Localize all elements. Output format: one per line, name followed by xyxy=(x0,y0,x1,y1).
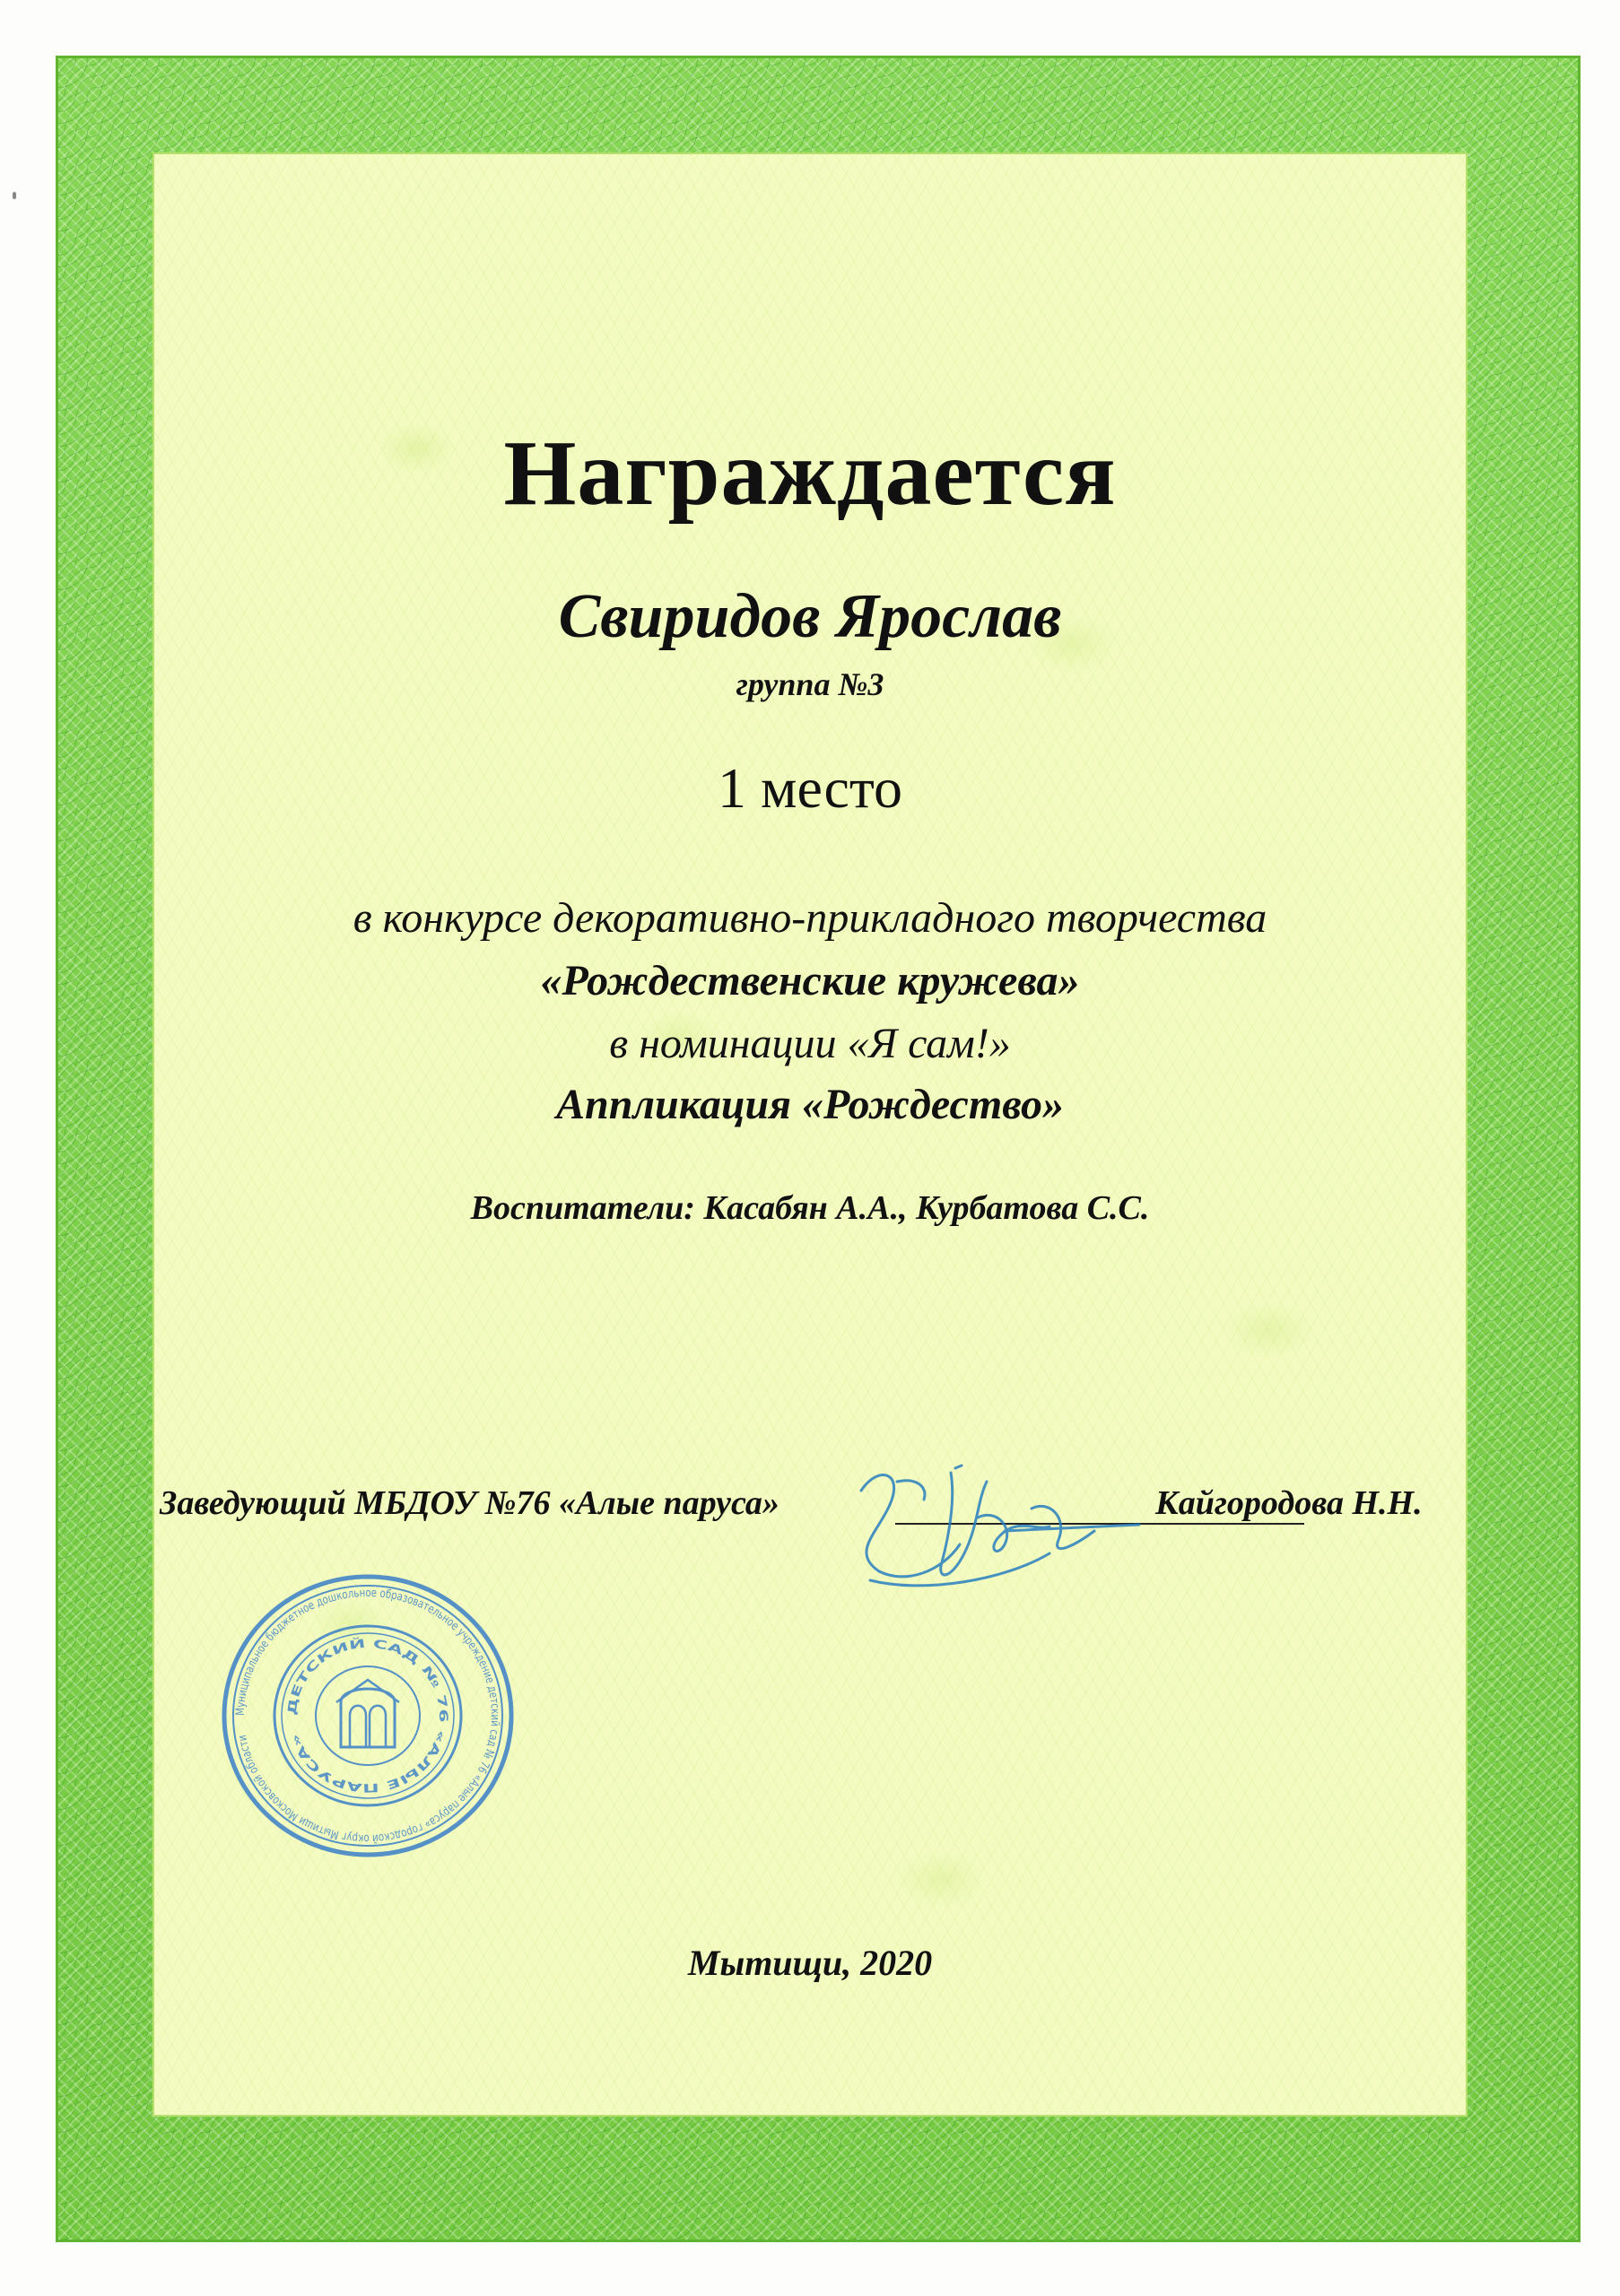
teachers-line: Воспитатели: Касабян А.А., Курбатова С.С. xyxy=(470,1189,1150,1227)
scan-speck xyxy=(13,192,16,199)
work-title: Аппликация «Рождество» xyxy=(555,1081,1064,1128)
signatory-position: Заведующий МБДОУ №76 «Алые паруса» xyxy=(160,1484,780,1522)
handwritten-signature xyxy=(843,1446,1166,1607)
contest-description: в конкурсе декоративно-прикладного творчества xyxy=(353,894,1267,942)
city-year: Мытищи, 2020 xyxy=(687,1943,933,1983)
seal-inner-text: ДЕТСКИЙ САД № 76 «АЛЫЕ ПАРУСА» xyxy=(285,1637,450,1795)
award-place: 1 место xyxy=(717,756,903,820)
seal-outer-text: Муниципальное бюджетное дошкольное образовательное учреждение детский сад № 76 «Алые паруса» городской округ Мытищи Московской области xyxy=(233,1586,502,1846)
signature-row xyxy=(160,1483,1469,1537)
contest-name: «Рождественские кружева» xyxy=(540,957,1080,1004)
nomination: в номинации «Я сам!» xyxy=(609,1020,1011,1067)
signatory-name: Кайгородова Н.Н. xyxy=(1155,1484,1423,1522)
recipient-group: группа №3 xyxy=(736,666,884,702)
recipient-name: Свиридов Ярослав xyxy=(558,582,1062,651)
official-seal xyxy=(215,1568,520,1864)
certificate-title: Награждается xyxy=(503,422,1117,525)
